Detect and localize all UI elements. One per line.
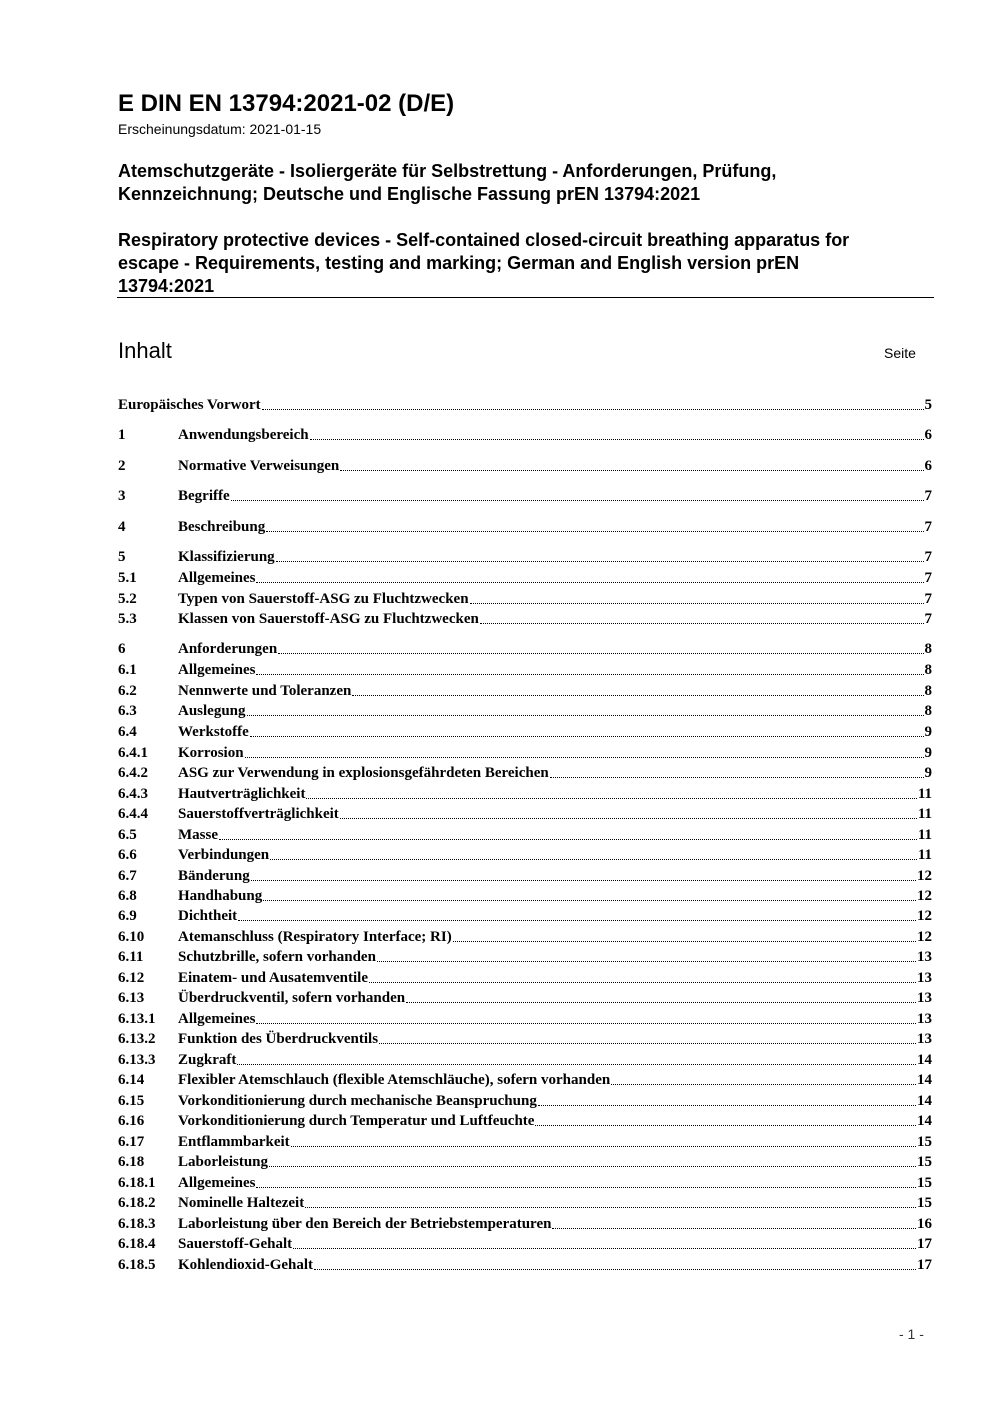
toc-entry-page: 14 bbox=[917, 1093, 932, 1109]
toc-entry-number: 6.14 bbox=[118, 1072, 145, 1088]
toc-dot-leader bbox=[379, 1043, 916, 1044]
toc-entry-number: 6.4.4 bbox=[118, 806, 148, 822]
toc-entry-number: 1 bbox=[118, 427, 126, 443]
toc-dot-leader bbox=[369, 982, 916, 983]
toc-entry-title: ASG zur Verwendung in explosionsgefährdeten Bereichen bbox=[178, 765, 549, 781]
toc-entry-title: Normative Verweisungen bbox=[178, 458, 340, 474]
toc-entry[interactable] bbox=[118, 1215, 932, 1233]
toc-dot-leader bbox=[238, 920, 916, 921]
toc-dot-leader bbox=[219, 839, 917, 840]
toc-entry-page: 11 bbox=[917, 847, 932, 863]
toc-entry-number: 6.10 bbox=[118, 929, 145, 945]
toc-entry-number: 6.8 bbox=[118, 888, 137, 904]
toc-entry-page: 5 bbox=[924, 397, 932, 413]
toc-entry[interactable] bbox=[118, 867, 932, 885]
toc-entry-title: Klassen von Sauerstoff-ASG zu Fluchtzwecken bbox=[178, 611, 479, 627]
toc-dot-leader bbox=[293, 1248, 916, 1249]
toc-entry-title: Korrosion bbox=[178, 745, 244, 761]
toc-entry-page: 12 bbox=[917, 868, 932, 884]
toc-dot-leader bbox=[247, 715, 924, 716]
toc-entry-page: 17 bbox=[917, 1236, 932, 1252]
toc-entry-page: 12 bbox=[917, 908, 932, 924]
toc-entry-page: 9 bbox=[924, 765, 932, 781]
toc-entry-page: 13 bbox=[917, 949, 932, 965]
toc-dot-leader bbox=[269, 1166, 916, 1167]
toc-entry[interactable] bbox=[118, 1194, 932, 1212]
toc-entry-title: Laborleistung über den Bereich der Betriebstemperaturen bbox=[178, 1216, 552, 1232]
toc-entry-title: Sauerstoffverträglichkeit bbox=[178, 806, 339, 822]
toc-entry-page: 11 bbox=[917, 827, 932, 843]
toc-entry-page: 9 bbox=[924, 745, 932, 761]
toc-entry-page: 15 bbox=[917, 1175, 932, 1191]
toc-entry-number: 6.18.2 bbox=[118, 1195, 156, 1211]
toc-entry-number: 5.3 bbox=[118, 611, 137, 627]
toc-entry[interactable] bbox=[118, 1133, 932, 1151]
toc-entry-title: Einatem- und Ausatemventile bbox=[178, 970, 369, 986]
toc-dot-leader bbox=[470, 603, 924, 604]
toc-entry-number: 6 bbox=[118, 641, 126, 657]
toc-entry[interactable] bbox=[118, 948, 932, 966]
toc-dot-leader bbox=[340, 470, 923, 471]
toc-entry[interactable] bbox=[118, 426, 932, 444]
title-german bbox=[118, 160, 938, 206]
toc-entry-page: 7 bbox=[924, 519, 932, 535]
toc-dot-leader bbox=[262, 409, 924, 410]
toc-entry[interactable] bbox=[118, 518, 932, 536]
toc-entry-page: 13 bbox=[917, 1011, 932, 1027]
toc-dot-leader bbox=[340, 818, 917, 819]
toc-entry-number: 6.18.4 bbox=[118, 1236, 156, 1252]
toc-entry[interactable] bbox=[118, 805, 932, 823]
toc-entry-page: 8 bbox=[924, 703, 932, 719]
toc-entry[interactable] bbox=[118, 682, 932, 700]
toc-entry-page: 6 bbox=[924, 458, 932, 474]
toc-dot-leader bbox=[377, 961, 916, 962]
toc-entry[interactable] bbox=[118, 1112, 932, 1130]
toc-entry-title: Hautverträglichkeit bbox=[178, 786, 306, 802]
toc-entry-number: 5.1 bbox=[118, 570, 137, 586]
toc-entry-title: Dichtheit bbox=[178, 908, 238, 924]
toc-entry-page: 9 bbox=[924, 724, 932, 740]
toc-dot-leader bbox=[406, 1002, 916, 1003]
toc-entry-title: Allgemeines bbox=[178, 1175, 256, 1191]
toc-entry-title: Nennwerte und Toleranzen bbox=[178, 683, 352, 699]
title-english bbox=[118, 229, 938, 298]
toc-entry-page: 13 bbox=[917, 1031, 932, 1047]
toc-dot-leader bbox=[291, 1146, 916, 1147]
toc-entry[interactable] bbox=[118, 487, 932, 505]
toc-entry-title: Allgemeines bbox=[178, 1011, 256, 1027]
toc-entry-title: Laborleistung bbox=[178, 1154, 269, 1170]
toc-entry-number: 6.2 bbox=[118, 683, 137, 699]
page-number: - 1 - bbox=[899, 1326, 924, 1342]
title-english-line-3: 13794:2021 bbox=[118, 276, 215, 296]
toc-entry-number: 6.1 bbox=[118, 662, 137, 678]
toc-dot-leader bbox=[305, 1207, 916, 1208]
toc-entry-title: Auslegung bbox=[178, 703, 246, 719]
toc-entry[interactable] bbox=[118, 702, 932, 720]
toc-entry[interactable] bbox=[118, 928, 932, 946]
toc-entry-number: 6.7 bbox=[118, 868, 137, 884]
toc-entry-title: Klassifizierung bbox=[178, 549, 275, 565]
toc-entry-number: 6.3 bbox=[118, 703, 137, 719]
toc-entry-title: Atemanschluss (Respiratory Interface; RI) bbox=[178, 929, 452, 945]
toc-entry-number: 6.13.2 bbox=[118, 1031, 156, 1047]
toc-entry-number: 5 bbox=[118, 549, 126, 565]
toc-entry-page: 12 bbox=[917, 888, 932, 904]
toc-entry-title: Handhabung bbox=[178, 888, 263, 904]
title-english-line-1: Respiratory protective devices - Self-contained closed-circuit breathing apparatus for bbox=[118, 230, 850, 250]
toc-entry-title: Anwendungsbereich bbox=[178, 427, 309, 443]
toc-entry[interactable] bbox=[118, 969, 932, 987]
toc-entry-number: 6.4.2 bbox=[118, 765, 148, 781]
toc-heading: Inhalt bbox=[118, 338, 172, 363]
toc-entry-title: Vorkonditionierung durch Temperatur und Luftfeuchte bbox=[178, 1113, 535, 1129]
publication-date: Erscheinungsdatum: 2021-01-15 bbox=[118, 121, 322, 137]
toc-entry-page: 15 bbox=[917, 1134, 932, 1150]
toc-entry-page: 7 bbox=[924, 549, 932, 565]
toc-entry-page: 13 bbox=[917, 990, 932, 1006]
toc-entry-title: Flexibler Atemschlauch (flexible Atemschläuche), sofern vorhanden bbox=[178, 1072, 611, 1088]
toc-entry-page: 7 bbox=[924, 591, 932, 607]
toc-dot-leader bbox=[251, 880, 916, 881]
toc-entry-title: Bänderung bbox=[178, 868, 250, 884]
toc-entry-page: 7 bbox=[924, 488, 932, 504]
toc-entry-page: 14 bbox=[917, 1072, 932, 1088]
toc-entry[interactable] bbox=[118, 1092, 932, 1110]
toc-entry-title: Europäisches Vorwort bbox=[118, 397, 261, 413]
toc-entry-title: Zugkraft bbox=[178, 1052, 237, 1068]
toc-entry-number: 6.4.1 bbox=[118, 745, 148, 761]
toc-dot-leader bbox=[352, 695, 923, 696]
toc-entry-title: Schutzbrille, sofern vorhanden bbox=[178, 949, 376, 965]
toc-dot-leader bbox=[231, 500, 924, 501]
toc-entry[interactable] bbox=[118, 826, 932, 844]
toc-entry-title: Nominelle Haltezeit bbox=[178, 1195, 305, 1211]
toc-entry[interactable] bbox=[118, 785, 932, 803]
toc-entry[interactable] bbox=[118, 569, 932, 587]
header-divider bbox=[117, 297, 934, 298]
toc-entry[interactable] bbox=[118, 846, 932, 864]
toc-entry-title: Werkstoffe bbox=[178, 724, 249, 740]
toc-entry-title: Sauerstoff-Gehalt bbox=[178, 1236, 293, 1252]
toc-entry-number: 4 bbox=[118, 519, 126, 535]
toc-entry-page: 15 bbox=[917, 1195, 932, 1211]
toc-entry[interactable] bbox=[118, 887, 932, 905]
toc-entry-page: 12 bbox=[917, 929, 932, 945]
toc-entry-number: 6.4.3 bbox=[118, 786, 148, 802]
toc-entry-page: 8 bbox=[924, 662, 932, 678]
toc-entry[interactable] bbox=[118, 989, 932, 1007]
toc-entry[interactable] bbox=[118, 590, 932, 608]
toc-entry-number: 2 bbox=[118, 458, 126, 474]
title-german-line-1: Atemschutzgeräte - Isoliergeräte für Selbstrettung - Anforderungen, Prüfung, bbox=[118, 161, 777, 181]
toc-entry-title: Kohlendioxid-Gehalt bbox=[178, 1257, 314, 1273]
toc-entry-number: 6.18 bbox=[118, 1154, 145, 1170]
toc-entry[interactable] bbox=[118, 396, 932, 414]
toc-entry-page: 7 bbox=[924, 611, 932, 627]
toc-entry[interactable] bbox=[118, 548, 932, 566]
toc-entry-page: 17 bbox=[917, 1257, 932, 1273]
toc-entry[interactable] bbox=[118, 1071, 932, 1089]
toc-dot-leader bbox=[256, 1187, 916, 1188]
toc-entry-number: 6.16 bbox=[118, 1113, 145, 1129]
toc-entry-title: Vorkonditionierung durch mechanische Beanspruchung bbox=[178, 1093, 537, 1109]
toc-dot-leader bbox=[250, 736, 924, 737]
toc-entry[interactable] bbox=[118, 610, 932, 628]
toc-entry-page: 14 bbox=[917, 1052, 932, 1068]
toc-entry-page: 11 bbox=[917, 786, 932, 802]
toc-dot-leader bbox=[256, 674, 923, 675]
toc-entry-title: Anforderungen bbox=[178, 641, 278, 657]
toc-entry[interactable] bbox=[118, 457, 932, 475]
toc-entry-number: 6.5 bbox=[118, 827, 137, 843]
toc-entry-title: Überdruckventil, sofern vorhanden bbox=[178, 990, 406, 1006]
title-english-line-2: escape - Requirements, testing and marking; German and English version prEN bbox=[118, 253, 800, 273]
toc-entry-number: 6.4 bbox=[118, 724, 137, 740]
toc-entry-number: 6.17 bbox=[118, 1134, 145, 1150]
toc-dot-leader bbox=[552, 1228, 916, 1229]
toc-entry-title: Masse bbox=[178, 827, 218, 843]
toc-entry-title: Funktion des Überdruckventils bbox=[178, 1031, 379, 1047]
toc-dot-leader bbox=[237, 1064, 916, 1065]
toc-entry-page: 8 bbox=[924, 683, 932, 699]
toc-page-column-label: Seite bbox=[884, 345, 916, 361]
toc-entry-number: 6.9 bbox=[118, 908, 137, 924]
toc-dot-leader bbox=[278, 653, 923, 654]
toc-entry-number: 5.2 bbox=[118, 591, 137, 607]
toc-entry-number: 6.13.3 bbox=[118, 1052, 156, 1068]
toc-entry[interactable] bbox=[118, 723, 932, 741]
toc-entry-title: Typen von Sauerstoff-ASG zu Fluchtzwecken bbox=[178, 591, 469, 607]
toc-entry-title: Begriffe bbox=[178, 488, 230, 504]
toc-entry-title: Beschreibung bbox=[178, 519, 266, 535]
toc-entry-page: 8 bbox=[924, 641, 932, 657]
toc-dot-leader bbox=[314, 1269, 916, 1270]
toc-entry-number: 3 bbox=[118, 488, 126, 504]
toc-dot-leader bbox=[611, 1084, 916, 1085]
toc-entry[interactable] bbox=[118, 1256, 932, 1274]
toc-dot-leader bbox=[453, 941, 916, 942]
toc-dot-leader bbox=[535, 1125, 916, 1126]
toc-entry[interactable] bbox=[118, 744, 932, 762]
toc-entry[interactable] bbox=[118, 1153, 932, 1171]
toc-entry[interactable] bbox=[118, 640, 932, 658]
toc-dot-leader bbox=[306, 798, 916, 799]
toc-entry-number: 6.12 bbox=[118, 970, 145, 986]
toc-entry[interactable] bbox=[118, 1030, 932, 1048]
toc-dot-leader bbox=[276, 561, 924, 562]
title-german-line-2: Kennzeichnung; Deutsche und Englische Fassung prEN 13794:2021 bbox=[118, 184, 701, 204]
toc-entry-number: 6.18.3 bbox=[118, 1216, 156, 1232]
toc-entry-page: 11 bbox=[917, 806, 932, 822]
toc-dot-leader bbox=[538, 1105, 916, 1106]
toc-entry-number: 6.13.1 bbox=[118, 1011, 156, 1027]
toc-entry-page: 6 bbox=[924, 427, 932, 443]
toc-entry[interactable] bbox=[118, 1174, 932, 1192]
toc-entry-number: 6.18.1 bbox=[118, 1175, 156, 1191]
toc-entry-page: 16 bbox=[917, 1216, 932, 1232]
toc-entry[interactable] bbox=[118, 1235, 932, 1253]
toc-entry-number: 6.6 bbox=[118, 847, 137, 863]
toc-dot-leader bbox=[310, 439, 924, 440]
toc-entry-page: 14 bbox=[917, 1113, 932, 1129]
toc-entry-title: Allgemeines bbox=[178, 662, 256, 678]
toc-entry-page: 7 bbox=[924, 570, 932, 586]
toc-dot-leader bbox=[263, 900, 916, 901]
toc-entry-number: 6.11 bbox=[118, 949, 144, 965]
toc-dot-leader bbox=[256, 1023, 916, 1024]
toc-dot-leader bbox=[245, 757, 924, 758]
toc-entry[interactable] bbox=[118, 1051, 932, 1069]
toc-dot-leader bbox=[266, 531, 923, 532]
toc-entry-number: 6.15 bbox=[118, 1093, 145, 1109]
toc-entry-title: Allgemeines bbox=[178, 570, 256, 586]
document-id: E DIN EN 13794:2021-02 (D/E) bbox=[118, 90, 455, 117]
toc-entry[interactable] bbox=[118, 1010, 932, 1028]
toc-entry-title: Entflammbarkeit bbox=[178, 1134, 290, 1150]
toc-entry-number: 6.13 bbox=[118, 990, 145, 1006]
toc-entry[interactable] bbox=[118, 907, 932, 925]
toc-dot-leader bbox=[256, 582, 923, 583]
toc-dot-leader bbox=[550, 777, 924, 778]
toc-entry-title: Verbindungen bbox=[178, 847, 270, 863]
toc-dot-leader bbox=[480, 623, 924, 624]
toc-entry[interactable] bbox=[118, 661, 932, 679]
toc-entry[interactable] bbox=[118, 764, 932, 782]
toc-entry-page: 13 bbox=[917, 970, 932, 986]
toc-dot-leader bbox=[270, 859, 917, 860]
toc-entry-page: 15 bbox=[917, 1154, 932, 1170]
toc-entry-number: 6.18.5 bbox=[118, 1257, 156, 1273]
